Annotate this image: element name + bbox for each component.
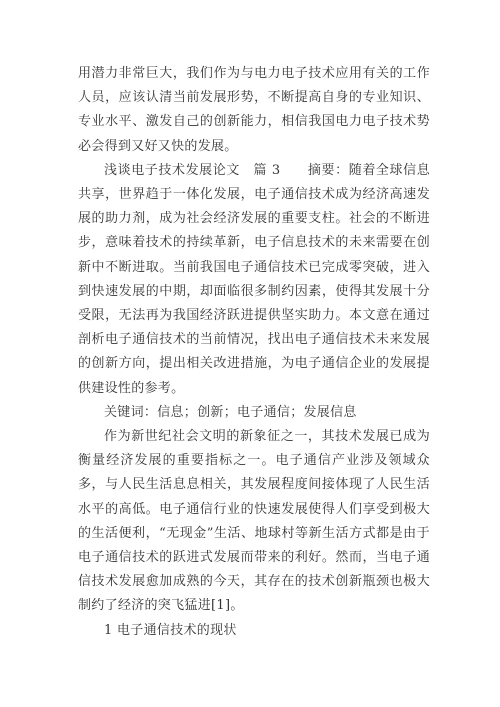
paragraph-keywords: 关键词：信息；创新；电子通信；发展信息 [104,404,357,420]
paragraph-introduction: 作为新世纪社会文明的新象征之一，其技术发展已成为衡量经济发展的重要指标之一。电子通信产业涉及领域众多，与人民生活息息相关，其发展程度间接体现了人民生活水平的高低。电子通信行业的快速发展使得人们享受到极大的生活便利，“无现金”生活、地球村等新生活方式都是由于电子通信技术的跃进式发展而带来的利好。然而，当电子通信技术发展愈加成熟的今天，其存在的技术创新瓶颈也极大制约了经济的突飞猛进[1]。 [78,429,430,614]
document-body [78,62,430,643]
section-heading: 1 电子通信技术的现状 [104,622,237,638]
paragraph-article-intro: 浅谈电子技术发展论文 篇 3 摘要：随着全球信息共享，世界趋于一体化发展，电子通信技术成为经济高速发展的助力剂，成为社会经济发展的重要支柱。社会的不断进步，意味着技术的持续革新，电子信息技术的未来需要在创新中不断进取。当前我国电子通信技术已完成零突破，进入到快速发展的中期，却面临很多制约因素，使得其发展十分受限，无法再为我国经济跃进提供坚实助力。本文意在通过剖析电子通信技术的当前情况，找出电子通信技术未来发展的创新方向，提出相关改进措施，为电子通信企业的发展提供建设性的参考。 [78,162,430,396]
paragraph-continuation: 用潜力非常巨大，我们作为与电力电子技术应用有关的工作人员，应该认清当前发展形势，不断提高自身的专业知识、专业水平、激发自己的创新能力，相信我国电力电子技术势必会得到又好又快的发展。 [78,66,430,154]
